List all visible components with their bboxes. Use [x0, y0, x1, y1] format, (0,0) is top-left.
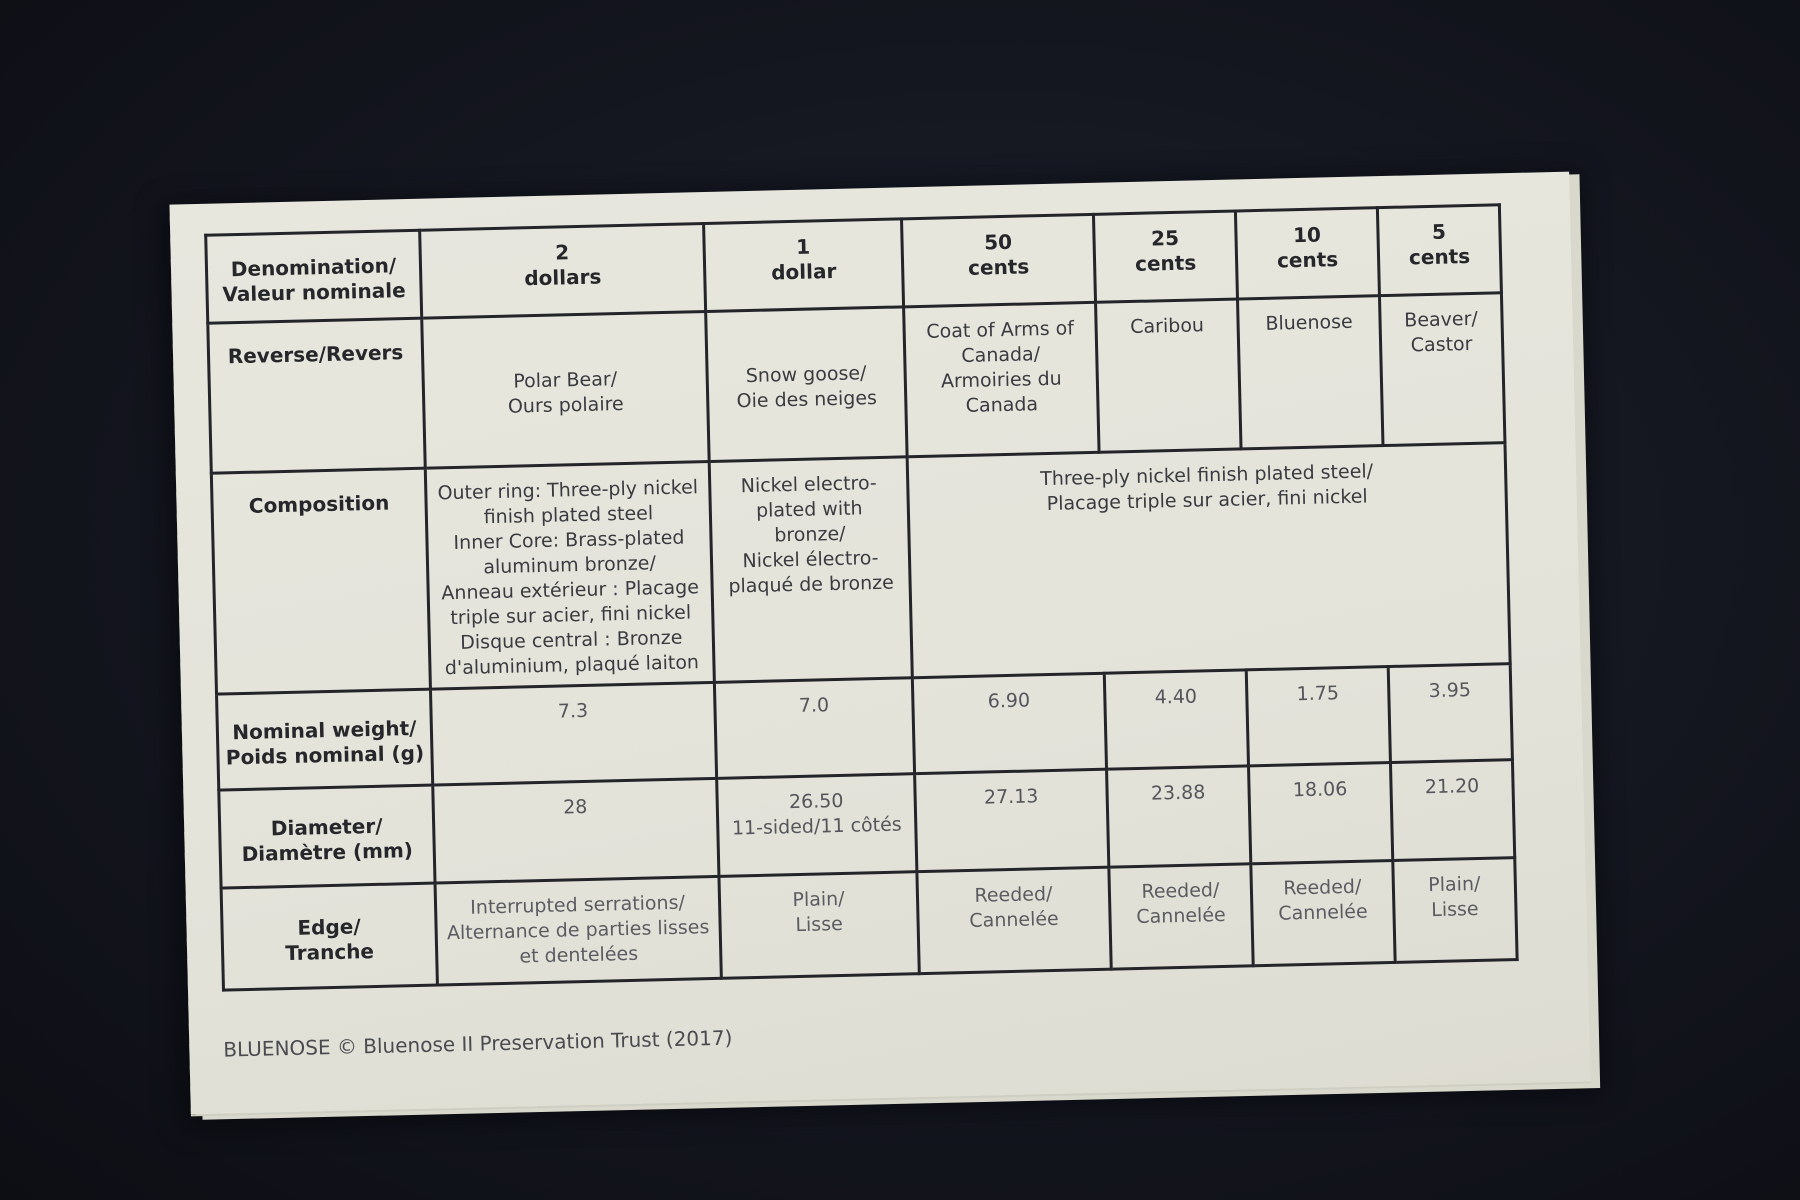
- diameter-50-cents: 27.13: [915, 769, 1109, 871]
- weight-50-cents: 6.90: [912, 673, 1106, 773]
- denomination-50-cents: 50 cents: [902, 214, 1096, 306]
- denomination-5-cents: 5 cents: [1377, 205, 1501, 296]
- reverse-50-cents: Coat of Arms of Canada/ Armoiries du Canada: [904, 302, 1099, 456]
- copyright-footer: BLUENOSE © Bluenose II Preservation Trust (2017): [223, 1025, 733, 1062]
- coin-specification-table: [204, 203, 1518, 991]
- weight-label: Nominal weight/ Poids nominal (g): [217, 689, 433, 790]
- edge-50-cents: Reeded/ Cannelée: [917, 867, 1111, 973]
- diameter-25-cents: 23.88: [1107, 766, 1251, 867]
- denomination-2-dollars: 2 dollars: [420, 224, 706, 319]
- composition-other-coins: Three-ply nickel finish plated steel/ Placage triple sur acier, fini nickel: [907, 443, 1510, 678]
- weight-2-dollars: 7.3: [430, 682, 716, 785]
- composition-2-dollars: Outer ring: Three-ply nickel finish plated steel Inner Core: Brass-plated aluminum bronze/ Anneau extérieur : Placage triple sur acier, fini nickel Disque central : Bronze d'aluminium, plaqué laiton: [425, 461, 714, 689]
- composition-row: [211, 443, 1510, 694]
- denomination-10-cents: 10 cents: [1235, 208, 1379, 299]
- edge-25-cents: Reeded/ Cannelée: [1109, 864, 1253, 969]
- reverse-label: Reverse/Revers: [208, 318, 425, 473]
- weight-1-dollar: 7.0: [714, 678, 914, 779]
- edge-10-cents: Reeded/ Cannelée: [1251, 860, 1395, 965]
- denomination-25-cents: 25 cents: [1093, 211, 1237, 302]
- weight-10-cents: 1.75: [1246, 667, 1390, 766]
- reverse-5-cents: Beaver/ Castor: [1379, 293, 1505, 446]
- diameter-2-dollars: 28: [433, 778, 719, 883]
- reverse-row: [208, 293, 1505, 473]
- edge-2-dollars: Interrupted serrations/ Alternance de parties lisses et dentelées: [435, 876, 721, 985]
- edge-1-dollar: Plain/ Lisse: [719, 872, 919, 979]
- diameter-10-cents: 18.06: [1248, 763, 1392, 864]
- reverse-2-dollars: Polar Bear/ Ours polaire: [422, 312, 709, 469]
- diameter-1-dollar: 26.50 11-sided/11 côtés: [717, 774, 917, 877]
- coin-specification-card: [169, 172, 1590, 1115]
- weight-5-cents: 3.95: [1388, 664, 1512, 763]
- composition-label: Composition: [211, 468, 430, 694]
- diameter-label: Diameter/ Diamètre (mm): [219, 785, 435, 888]
- diameter-5-cents: 21.20: [1390, 760, 1514, 861]
- reverse-10-cents: Bluenose: [1237, 296, 1382, 449]
- edge-5-cents: Plain/ Lisse: [1393, 858, 1517, 963]
- edge-label: Edge/ Tranche: [221, 883, 437, 990]
- composition-1-dollar: Nickel electro- plated with bronze/ Nickel électro- plaqué de bronze: [709, 457, 912, 683]
- denomination-label: Denomination/ Valeur nominale: [206, 230, 422, 323]
- reverse-25-cents: Caribou: [1096, 299, 1241, 452]
- reverse-1-dollar: Snow goose/ Oie des neiges: [706, 307, 907, 462]
- weight-25-cents: 4.40: [1104, 670, 1248, 769]
- denomination-1-dollar: 1 dollar: [704, 219, 904, 312]
